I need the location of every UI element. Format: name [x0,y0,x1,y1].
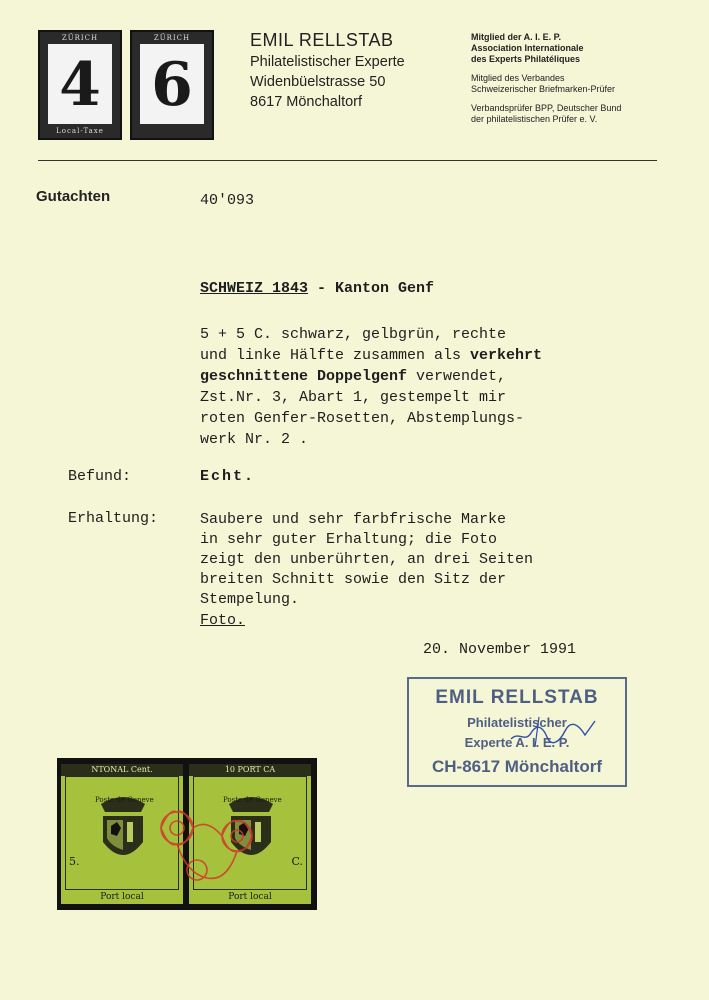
membership-line: der philatelistischen Prüfer e. V. [471,114,598,124]
rubber-stamp-address: CH-8617 Mönchaltorf [431,757,603,776]
stamp-photo [57,758,317,910]
rubber-stamp-name: EMIL RELLSTAB [435,687,599,708]
description-part: verwendet, Zst.Nr. 3, Abart 1, gestempelt mir roten Genfer-Rosetten, Abstemplungs- werk Nr. 2 . [200,368,525,448]
logo-digit: 6 [151,50,193,120]
membership-line: Association Internationale [471,43,584,53]
befund-label: Befund: [68,468,132,485]
membership-line: Verbandsprüfer BPP, Deutscher Bund [471,103,622,113]
header-divider [38,160,657,161]
stamp-top-text: NTONAL Cent. [61,764,183,776]
erhaltung-text: Saubere und sehr farbfrische Marke in sehr guter Erhaltung; die Foto zeigt den unberührten, an drei Seiten breiten Schnitt sowie den Sitz der Stempelung. [200,511,534,608]
rubber-stamp-title: Philatelistischer [467,715,567,730]
stamp-bottom-text: Port local [228,892,272,902]
stamp-value: C. [291,855,303,868]
logo-digit: 4 [59,50,101,120]
logo-stamp-top-text: ZÜRICH [61,34,99,42]
stamp-top-text: 10 PORT CA [189,764,311,776]
expert-city: 8617 Mönchaltorf [250,94,363,110]
title-rest: - Kanton Genf [308,280,435,297]
rubber-stamp-association: Experte A. I. E. P. [464,735,570,750]
logo-stamp-top-text: ZÜRICH [153,34,191,42]
red-rosette-cancel-icon [137,778,287,898]
foto-label: Foto. [200,612,246,629]
membership-line: Mitglied der A. I. E. P. [471,32,562,42]
certificate-title [200,280,434,297]
expert-rubber-stamp [407,677,627,787]
membership-line: des Experts Philatéliques [471,54,581,64]
svg-text:Poste de Geneve: Poste de Geneve [223,796,282,804]
certificate-label: Gutachten [36,188,111,205]
logo-stamp-6 [130,30,214,140]
erhaltung-label: Erhaltung: [68,510,159,527]
befund-value: Echt. [200,468,256,485]
stamp-bottom-text: Port local [100,892,144,902]
svg-text:Poste de Geneve: Poste de Geneve [95,796,154,804]
certificate-number: 40'093 [200,192,255,209]
description-emphasis: verkehrt geschnittene Doppelgenf [200,347,543,385]
logo-stamp-bottom-text [132,126,212,136]
membership-line: Mitglied des Verbandes [471,73,565,83]
stamp-value: 5. [69,855,80,868]
expert-name: EMIL RELLSTAB [250,30,394,50]
title-country: SCHWEIZ 1843 [200,280,309,297]
stamp-description [200,324,542,450]
logo-stamp-bottom-text: Local-Taxe [56,127,104,135]
signature-icon [509,713,599,749]
logo-stamp-panel [48,44,112,124]
membership-line: Schweizerischer Briefmarken-Prüfer [471,84,616,94]
certificate-date: 20. November 1991 [423,641,577,658]
description-part: 5 + 5 C. schwarz, gelbgrün, rechte und linke Hälfte zusammen als [200,326,507,364]
logo-stamp-4 [38,30,122,140]
logo-stamp-panel [140,44,204,124]
expert-title: Philatelistischer Experte [250,54,405,70]
expert-street: Widenbüelstrasse 50 [250,74,386,90]
